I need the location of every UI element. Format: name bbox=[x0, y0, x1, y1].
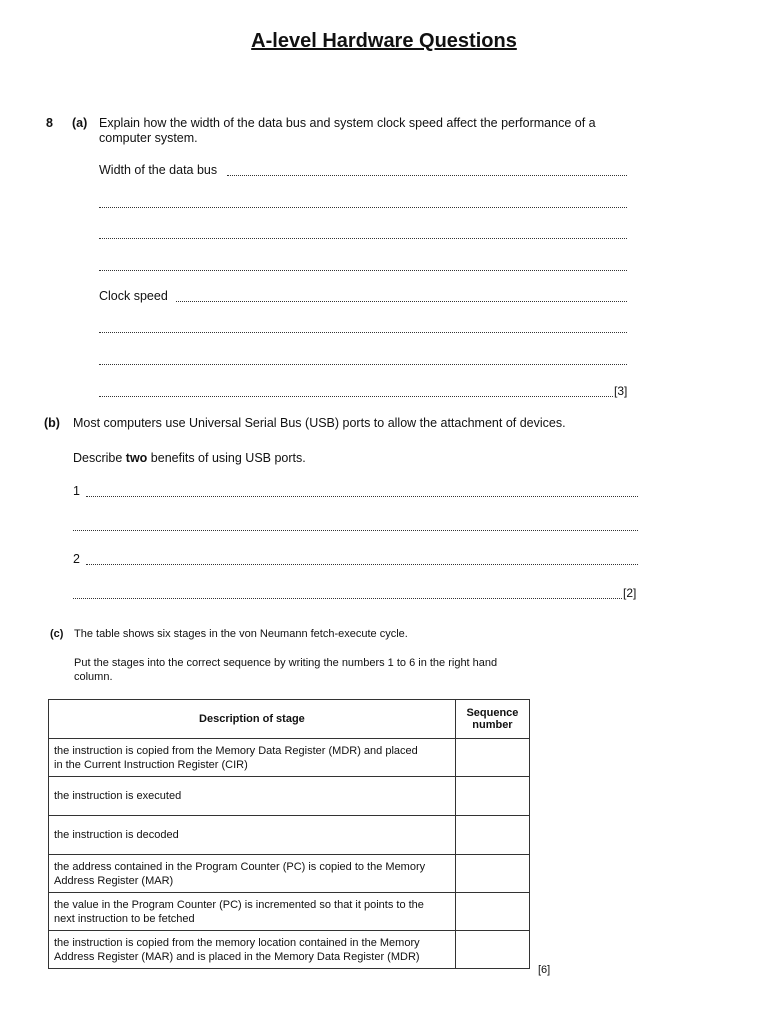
clock-speed-label: Clock speed bbox=[99, 289, 168, 303]
answer-line-clock-1[interactable] bbox=[176, 289, 627, 302]
width-of-data-bus-label: Width of the data bus bbox=[99, 163, 218, 177]
answer-line-clock-2[interactable] bbox=[99, 320, 627, 333]
describe-emphasis: two bbox=[125, 451, 148, 465]
part-c-instruction-line1: Put the stages into the correct sequence by writing the numbers 1 to 6 in the right hand bbox=[74, 657, 498, 669]
stage-description: the instruction is decoded bbox=[49, 816, 456, 855]
answer-line-width-2[interactable] bbox=[99, 195, 627, 208]
part-b-marks: [2] bbox=[623, 586, 637, 600]
answer-line-benefit-2b[interactable] bbox=[73, 586, 622, 599]
stage-description: the instruction is executed bbox=[49, 777, 456, 816]
answer-line-benefit-1a[interactable] bbox=[86, 484, 638, 497]
part-c-label: (c) bbox=[50, 628, 64, 640]
page-title: A-level Hardware Questions bbox=[251, 30, 517, 52]
part-c-instruction-line2: column. bbox=[74, 671, 113, 683]
answer-line-benefit-2a[interactable] bbox=[86, 552, 638, 565]
benefit-number-1: 1 bbox=[73, 484, 80, 498]
table-row bbox=[49, 893, 530, 931]
header-sequence-number bbox=[455, 700, 529, 739]
part-c-intro: The table shows six stages in the von Neumann fetch-execute cycle. bbox=[74, 628, 408, 640]
table-header-row bbox=[49, 700, 530, 739]
describe-text: Describe bbox=[73, 451, 126, 465]
part-a-prompt-line1: Explain how the width of the data bus and system clock speed affect the performance of a bbox=[99, 116, 596, 130]
answer-line-width-3[interactable] bbox=[99, 226, 627, 239]
benefit-number-2: 2 bbox=[73, 552, 80, 566]
table-row bbox=[49, 855, 530, 893]
header-description: Description of stage bbox=[49, 700, 456, 739]
part-b-intro: Most computers use Universal Serial Bus (USB) ports to allow the attachment of devices. bbox=[73, 416, 566, 430]
table-row bbox=[49, 931, 530, 969]
part-a-label: (a) bbox=[72, 116, 88, 130]
stage-description: the instruction is copied from the Memory Data Register (MDR) and placed in the Current Instruction Register (CIR) bbox=[49, 739, 456, 777]
table-row bbox=[49, 777, 530, 816]
describe-text-end: benefits of using USB ports. bbox=[147, 451, 306, 465]
answer-line-clock-3[interactable] bbox=[99, 352, 627, 365]
sequence-number-cell[interactable] bbox=[455, 816, 529, 855]
sequence-number-cell[interactable] bbox=[455, 855, 529, 893]
answer-line-width-1[interactable] bbox=[227, 163, 627, 176]
part-c-marks: [6] bbox=[538, 964, 551, 976]
fetch-execute-table bbox=[48, 699, 530, 969]
table-row bbox=[49, 816, 530, 855]
stage-description: the value in the Program Counter (PC) is incremented so that it points to the next instruction to be fetched bbox=[49, 893, 456, 931]
sequence-number-cell[interactable] bbox=[455, 893, 529, 931]
answer-line-width-4[interactable] bbox=[99, 258, 627, 271]
sequence-number-cell[interactable] bbox=[455, 931, 529, 969]
question-number: 8 bbox=[46, 116, 53, 130]
table-row bbox=[49, 739, 530, 777]
part-a-marks: [3] bbox=[614, 384, 628, 398]
stage-description: the instruction is copied from the memory location contained in the Memory Address Register (MAR) and is placed in the Memory Data Register (MDR) bbox=[49, 931, 456, 969]
part-b-instruction bbox=[73, 451, 306, 465]
stage-description: the address contained in the Program Counter (PC) is copied to the Memory Address Register (MAR) bbox=[49, 855, 456, 893]
sequence-number-cell[interactable] bbox=[455, 777, 529, 816]
header-sequence-line1: Sequence bbox=[466, 707, 519, 719]
header-sequence-line2: number bbox=[472, 719, 513, 731]
sequence-number-cell[interactable] bbox=[455, 739, 529, 777]
part-b-label: (b) bbox=[44, 416, 60, 430]
answer-line-clock-4[interactable] bbox=[99, 384, 613, 397]
part-a-prompt-line2: computer system. bbox=[99, 131, 198, 145]
answer-line-benefit-1b[interactable] bbox=[73, 518, 638, 531]
